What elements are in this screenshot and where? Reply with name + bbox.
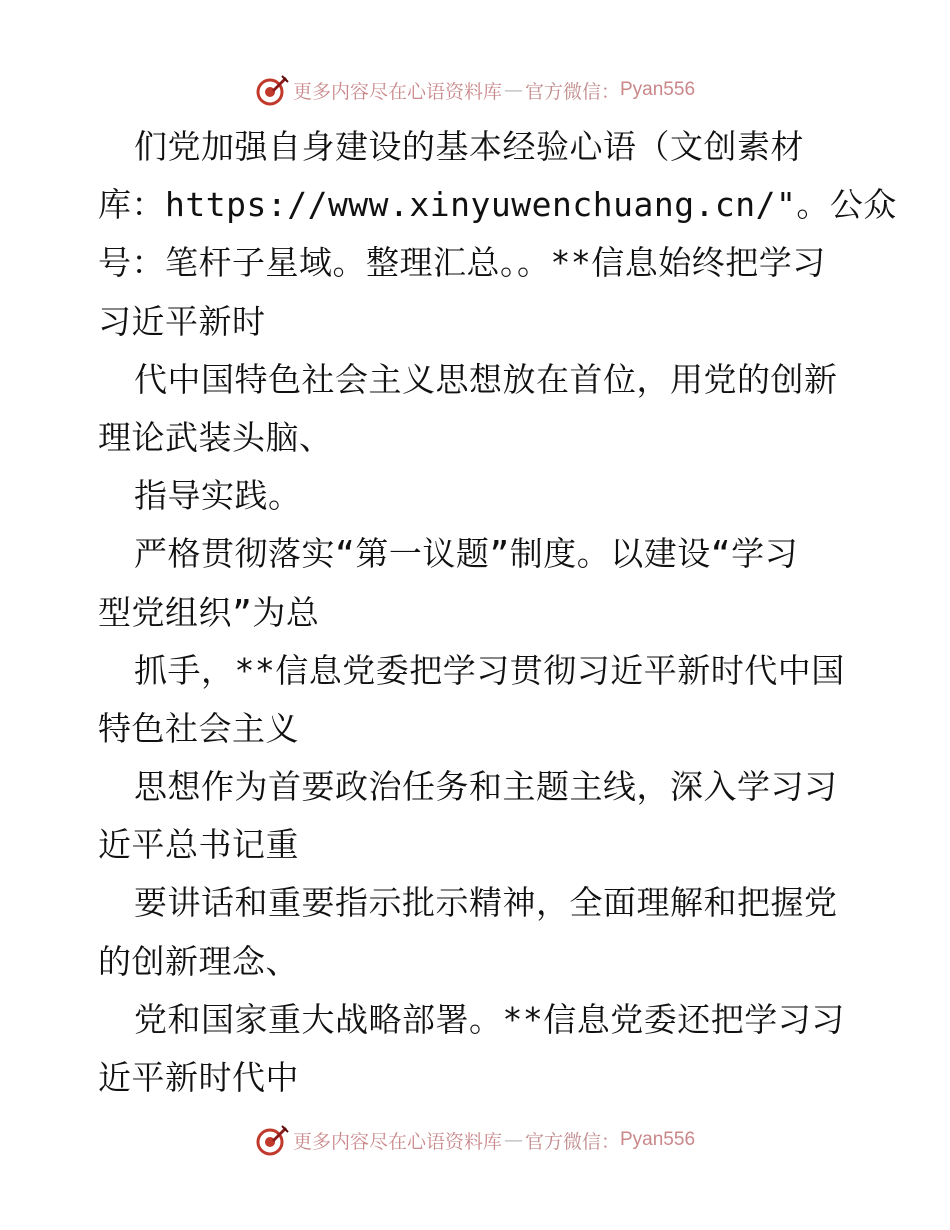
body-line: 思想作为首要政治任务和主题主线，深入学习习	[134, 767, 838, 807]
header-banner-text: 更多内容尽在心语资料库	[292, 80, 502, 103]
body-line: 指导实践。	[134, 476, 302, 516]
body-line: 近平新时代中	[98, 1058, 299, 1097]
footer-wechat-id: Pyan556	[620, 1129, 696, 1150]
body-line: 党和国家重大战略部署。**信息党委还把学习习	[134, 999, 845, 1039]
body-line: 抓手，**信息党委把学习贯彻习近平新时代中国	[134, 650, 845, 690]
body-line: 的创新理念、	[98, 941, 299, 981]
header-wechat-label: 官方微信：	[524, 80, 620, 103]
body-line: 库：https://www.xinyuwenchuang.cn/"。公众	[98, 185, 897, 225]
body-line: 要讲话和重要指示批示精神，全面理解和把握党	[134, 883, 838, 923]
footer-banner-dash: —	[503, 1129, 523, 1151]
pen-logo-icon	[255, 73, 289, 107]
footer-wechat-label: 官方微信：	[524, 1130, 620, 1153]
pen-logo-icon	[255, 1123, 289, 1157]
body-line: 习近平新时	[98, 301, 266, 341]
body-line: 特色社会主义	[98, 708, 299, 748]
body-line: 号：笔杆子星域。整理汇总。。**信息始终把学习	[98, 243, 826, 283]
header-banner	[0, 70, 950, 110]
footer-banner	[0, 1120, 950, 1160]
header-banner-dash: —	[503, 79, 523, 101]
body-line: 型党组织”为总	[98, 592, 320, 632]
body-line: 严格贯彻落实“第一议题”制度。以建设“学习	[134, 534, 799, 574]
document-body	[98, 118, 897, 1107]
body-line: 理论武装头脑、	[98, 417, 333, 457]
footer-banner-text: 更多内容尽在心语资料库	[292, 1130, 502, 1153]
header-wechat-id: Pyan556	[620, 79, 696, 100]
body-line: 近平总书记重	[98, 825, 299, 865]
body-line: 代中国特色社会主义思想放在首位，用党的创新	[134, 359, 838, 399]
body-line: 们党加强自身建设的基本经验心语（文创素材	[134, 127, 804, 166]
